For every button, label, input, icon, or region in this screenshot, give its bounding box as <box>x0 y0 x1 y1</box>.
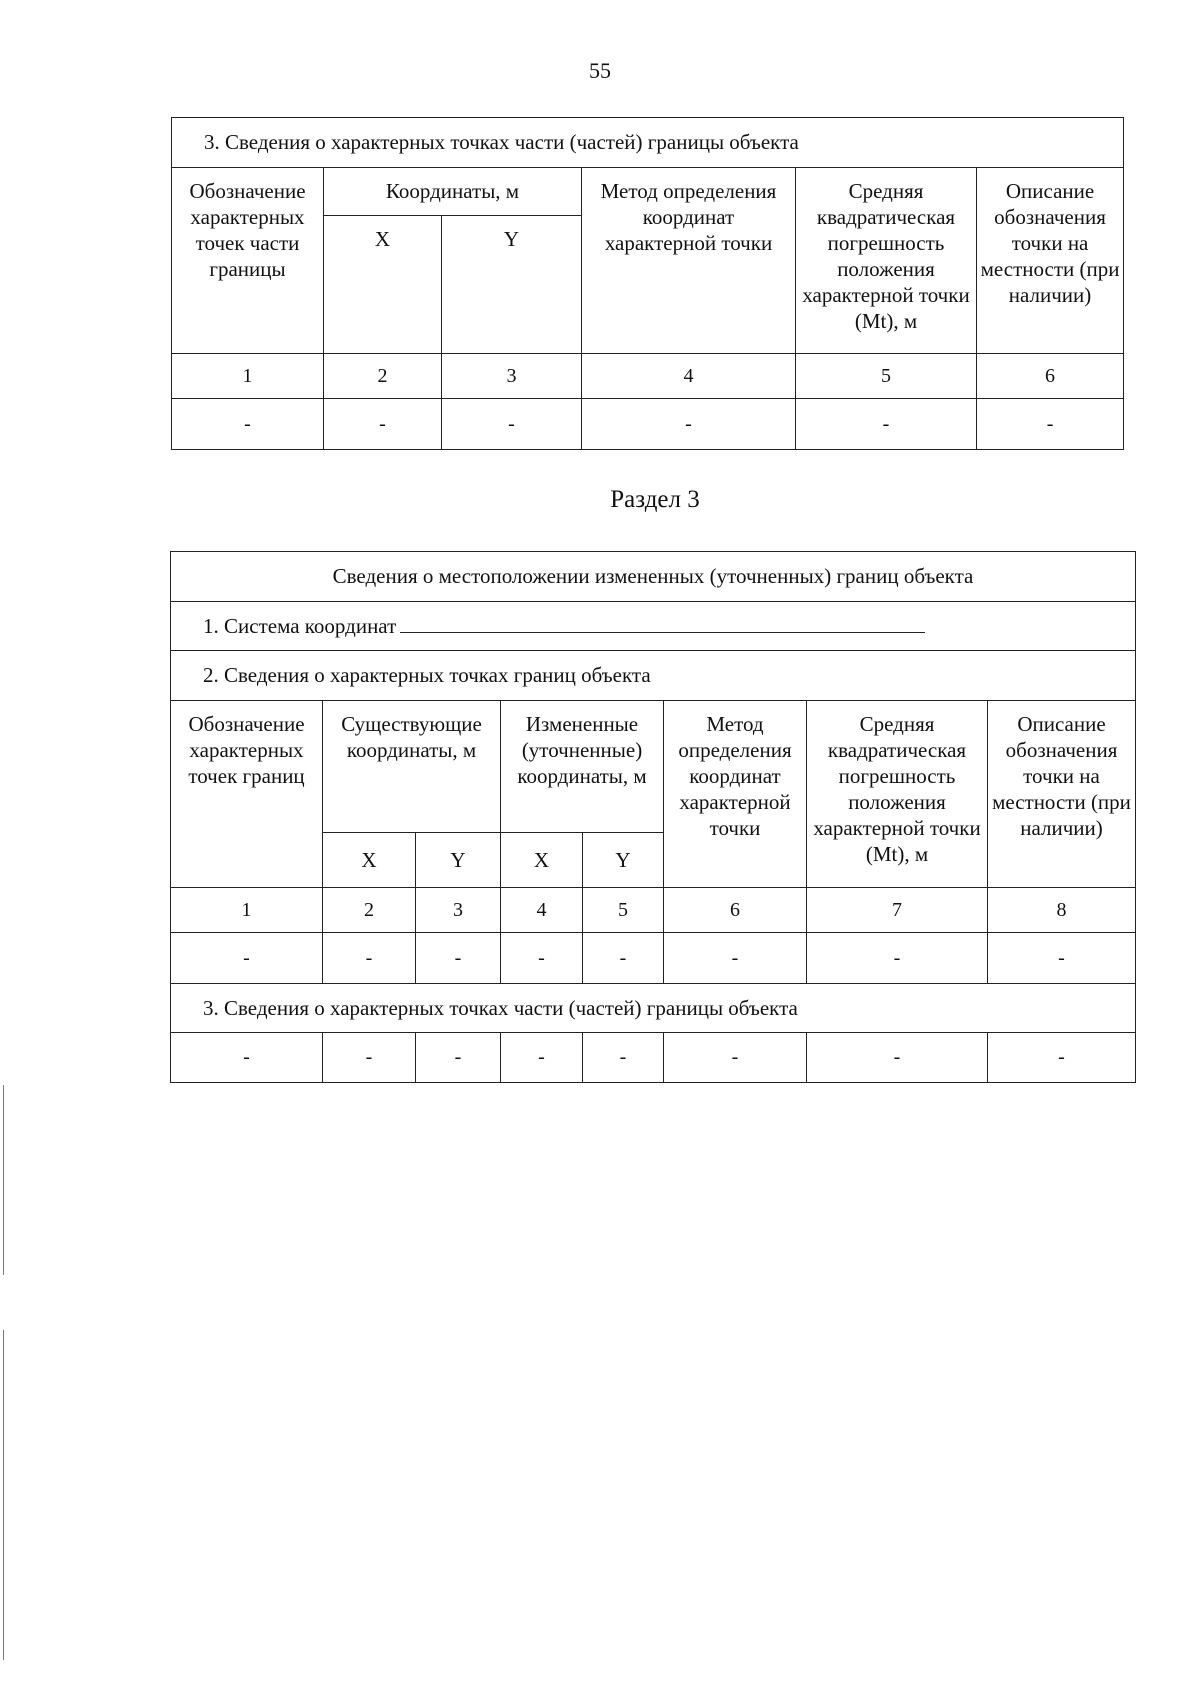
points-subtitle: 2. Сведения о характерных точках границ объекта <box>171 651 1136 701</box>
header-description: Описание обозначения точки на местности (при наличии) <box>988 701 1136 888</box>
table-cell: - <box>977 399 1124 450</box>
column-number: 5 <box>583 888 664 933</box>
table-cell: - <box>416 933 501 984</box>
table-cell: - <box>988 933 1136 984</box>
table-cell: - <box>988 1033 1136 1083</box>
table-cell: - <box>442 399 582 450</box>
table-cell: - <box>416 1033 501 1083</box>
column-number: 4 <box>582 354 796 399</box>
page-number: 55 <box>589 58 611 83</box>
coordinate-system-row <box>171 602 1136 651</box>
table-cell: - <box>323 933 416 984</box>
column-number: 6 <box>664 888 807 933</box>
table-title: 3. Сведения о характерных точках части (частей) границы объекта <box>172 118 1124 168</box>
column-number: 8 <box>988 888 1136 933</box>
header-error: Средняя квадратическая погрешность положения характерной точки (Mt), м <box>807 701 988 888</box>
table-cell: - <box>324 399 442 450</box>
column-number: 7 <box>807 888 988 933</box>
section-title: Раздел 3 <box>610 486 700 513</box>
table-cell: - <box>583 933 664 984</box>
header-method: Метод определения координат характерной точки <box>582 168 796 354</box>
table-title: Сведения о местоположении измененных (уточненных) границ объекта <box>171 552 1136 602</box>
header-x: X <box>323 833 416 888</box>
header-changed-coordinates: Измененные (уточненные) координаты, м <box>501 701 664 833</box>
column-number: 5 <box>796 354 977 399</box>
table-cell: - <box>172 399 324 450</box>
parts-subtitle: 3. Сведения о характерных точках части (частей) границы объекта <box>171 984 1136 1033</box>
column-number: 3 <box>416 888 501 933</box>
header-x: X <box>324 216 442 354</box>
table-cell: - <box>664 1033 807 1083</box>
table-cell: - <box>323 1033 416 1083</box>
table-cell: - <box>582 399 796 450</box>
table-cell: - <box>583 1033 664 1083</box>
parts-points-table <box>171 117 1124 450</box>
header-description: Описание обозначения точки на местности (при наличии) <box>977 168 1124 354</box>
column-number: 1 <box>171 888 323 933</box>
table-cell: - <box>664 933 807 984</box>
header-y: Y <box>442 216 582 354</box>
changed-boundaries-table <box>170 551 1136 1083</box>
table-cell: - <box>171 1033 323 1083</box>
column-number: 3 <box>442 354 582 399</box>
header-designation: Обозначение характерных точек части границы <box>172 168 324 354</box>
header-method: Метод определения координат характерной точки <box>664 701 807 888</box>
column-number: 4 <box>501 888 583 933</box>
table-cell: - <box>796 399 977 450</box>
coordinate-system-label: 1. Система координат <box>203 614 397 639</box>
header-x: X <box>501 833 583 888</box>
table-cell: - <box>807 933 988 984</box>
column-number: 6 <box>977 354 1124 399</box>
column-number: 2 <box>323 888 416 933</box>
scan-edge-mark <box>3 1085 4 1275</box>
table-cell: - <box>501 933 583 984</box>
header-error: Средняя квадратическая погрешность положения характерной точки (Mt), м <box>796 168 977 354</box>
scan-edge-mark <box>3 1330 4 1660</box>
header-designation: Обозначение характерных точек границ <box>171 701 323 888</box>
column-number: 2 <box>324 354 442 399</box>
coordinate-system-blank <box>400 612 925 633</box>
header-coordinates: Координаты, м <box>324 168 582 216</box>
table-cell: - <box>171 933 323 984</box>
header-y: Y <box>583 833 664 888</box>
column-number: 1 <box>172 354 324 399</box>
table-cell: - <box>807 1033 988 1083</box>
header-y: Y <box>416 833 501 888</box>
header-existing-coordinates: Существующие координаты, м <box>323 701 501 833</box>
table-cell: - <box>501 1033 583 1083</box>
